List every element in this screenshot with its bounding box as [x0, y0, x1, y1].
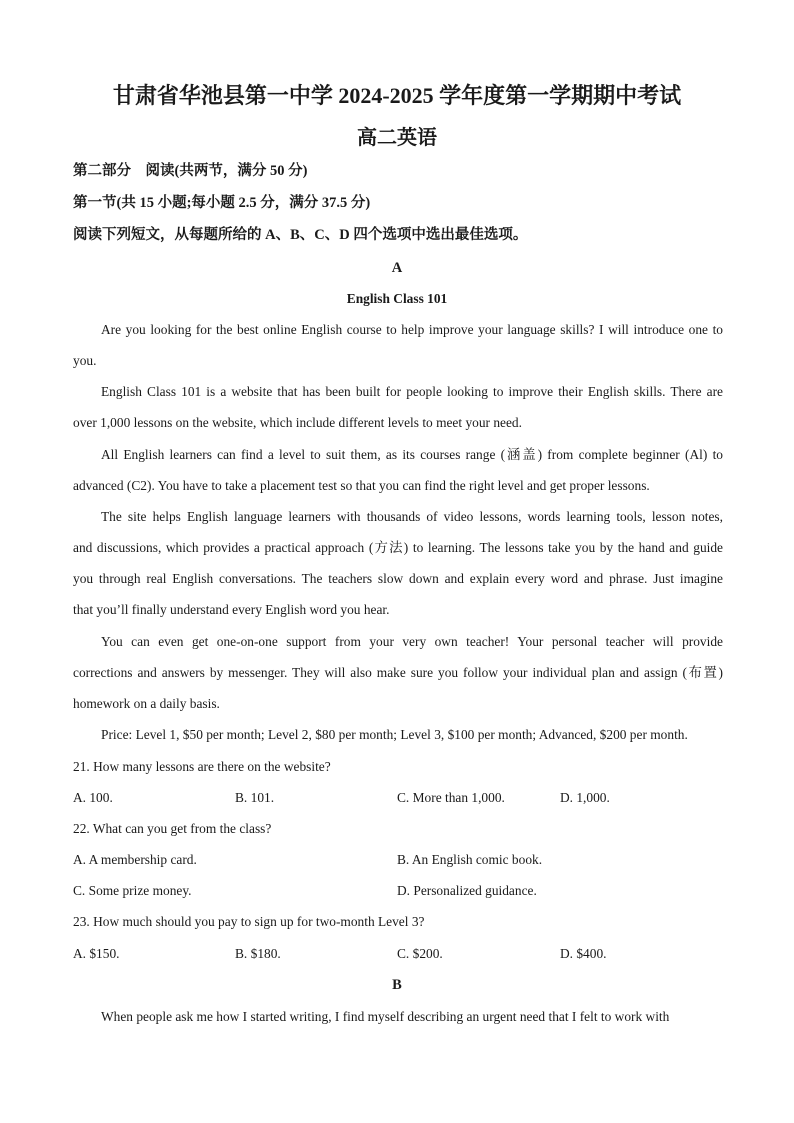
question-option: C. $200. [397, 946, 443, 961]
question-option: A. 100. [73, 790, 113, 805]
question-option: A. $150. [73, 946, 120, 961]
question-option: A. A membership card. [73, 852, 197, 867]
exam-subject: 高二英语 [357, 127, 437, 149]
passage-a-line: advanced (C2). You have to take a placement test so that you can find the right level and get proper lessons. [73, 478, 650, 493]
passage-a-line: homework on a daily basis. [73, 696, 220, 711]
question-option: C. Some prize money. [73, 883, 192, 898]
question-stem: 23. How much should you pay to sign up for two-month Level 3? [73, 914, 425, 929]
question-option: D. Personalized guidance. [397, 883, 537, 898]
section-heading: 第一节(共 15 小题;每小题 2.5 分，满分 37.5 分) [73, 195, 371, 211]
exam-title: 甘肃省华池县第一中学 2024-2025 学年度第一学期期中考试 [112, 83, 682, 108]
question-option: B. 101. [235, 790, 275, 805]
question-stem: 22. What can you get from the class? [73, 821, 272, 836]
passage-a-line: The site helps English language learners with thousands of video lessons, words learning tools, lesson notes, [101, 509, 723, 524]
question-option: D. 1,000. [560, 790, 610, 805]
question-stem: 21. How many lessons are there on the website? [73, 759, 331, 774]
passage-a-line: over 1,000 lessons on the website, which include different levels to meet your need. [73, 415, 522, 430]
passage-b-label: B [392, 977, 402, 993]
passage-a-price: Price: Level 1, $50 per month; Level 2, $80 per month; Level 3, $100 per month; Advanced, $200 per month. [101, 727, 688, 742]
passage-a-line: that you’ll finally understand every English word you hear. [73, 602, 390, 617]
passage-a-line: you. [73, 353, 97, 368]
passage-a-label: A [391, 260, 403, 276]
directions: 阅读下列短文，从每题所给的 A、B、C、D 四个选项中选出最佳选项。 [73, 227, 528, 243]
question-option: B. $180. [235, 946, 281, 961]
passage-a-line: and discussions, which provides a practical approach (方法) to learning. The lessons take you by the hand and guide [73, 540, 723, 555]
question-option: D. $400. [560, 946, 607, 961]
passage-a-line: Are you looking for the best online English course to help improve your language skills? I will introduce one to [101, 322, 723, 337]
passage-a-title: English Class 101 [346, 291, 448, 306]
passage-a-line: English Class 101 is a website that has been built for people looking to improve their English skills. There are [101, 384, 723, 399]
question-option: B. An English comic book. [397, 852, 543, 867]
passage-a-line: You can even get one-on-one support from your very own teacher! Your personal teacher will provide [101, 634, 723, 649]
passage-a-line: All English learners can find a level to suit them, as its courses range (涵盖) from complete beginner (Al) to [101, 447, 723, 462]
passage-b-line: When people ask me how I started writing, I find myself describing an urgent need that I felt to work with [101, 1009, 670, 1024]
passage-a-line: corrections and answers by messenger. They will also make sure you follow your individual plan and assign (布置) [73, 665, 723, 680]
part-heading: 第二部分 阅读(共两节，满分 50 分) [73, 163, 308, 179]
passage-a-line: you through real English conversations. The teachers slow down and explain every word and phrase. Just imagine [73, 571, 723, 586]
question-option: C. More than 1,000. [397, 790, 505, 805]
